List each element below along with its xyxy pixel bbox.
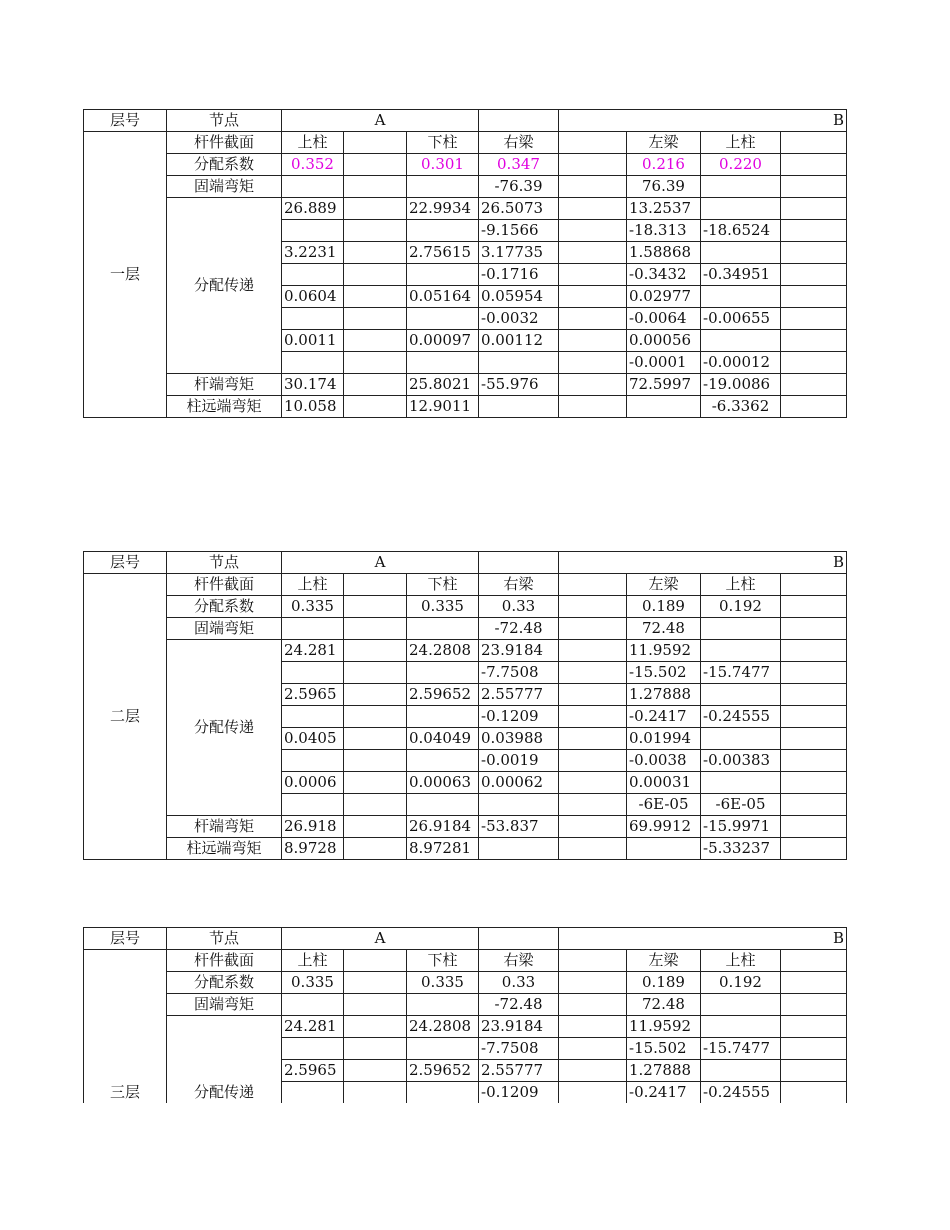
cell: -0.00012: [701, 352, 781, 374]
cell: 72.5997: [627, 374, 701, 396]
cell: 26.889: [282, 198, 344, 220]
cell: 0.04049: [407, 728, 479, 750]
node-b-header: B: [559, 928, 847, 950]
coef-b-lb: 0.216: [627, 154, 701, 176]
cell: [701, 1016, 781, 1038]
coef-a-up: 0.335: [282, 596, 344, 618]
cell: 0.0011: [282, 330, 344, 352]
cell: 0.00031: [627, 772, 701, 794]
cell: -0.2417: [627, 706, 701, 728]
cell: 0.00112: [479, 330, 559, 352]
cell: 13.2537: [627, 198, 701, 220]
layer-label: 二层: [84, 574, 167, 860]
cell: -6E-05: [701, 794, 781, 816]
cell: -6E-05: [627, 794, 701, 816]
cell: 2.55777: [479, 1060, 559, 1082]
cell: -5.33237: [701, 838, 781, 860]
cell: 2.5965: [282, 1060, 344, 1082]
b-upper-col-header: 上柱: [701, 950, 781, 972]
cell: -19.0086: [701, 374, 781, 396]
cell: 1.27888: [627, 684, 701, 706]
cell: 12.9011: [407, 396, 479, 418]
a-upper-col-header: 上柱: [282, 950, 344, 972]
cell: 22.9934: [407, 198, 479, 220]
b-left-beam-header: 左梁: [627, 574, 701, 596]
cell: 2.59652: [407, 1060, 479, 1082]
member-section-label: 杆件截面: [167, 950, 282, 972]
cell: 30.174: [282, 374, 344, 396]
cell: -15.502: [627, 662, 701, 684]
cell: -0.0038: [627, 750, 701, 772]
dist-coef-label: 分配系数: [167, 596, 282, 618]
node-a-header: A: [282, 110, 479, 132]
coef-a-rb: 0.33: [479, 972, 559, 994]
cell: 0.00056: [627, 330, 701, 352]
fixed-b-lb: 76.39: [627, 176, 701, 198]
end-moment-label: 杆端弯矩: [167, 816, 282, 838]
a-lower-col-header: 下柱: [407, 950, 479, 972]
cell: -0.00655: [701, 308, 781, 330]
cell: 24.2808: [407, 640, 479, 662]
cell: 3.17735: [479, 242, 559, 264]
coef-row: [84, 972, 847, 994]
coef-a-up: 0.352: [282, 154, 344, 176]
dist-row: [84, 1016, 847, 1038]
cell: 0.03988: [479, 728, 559, 750]
fixed-a-rb: -72.48: [479, 994, 559, 1016]
cell: -0.34951: [701, 264, 781, 286]
cell: -0.3432: [627, 264, 701, 286]
cell: 0.00097: [407, 330, 479, 352]
coef-a-rb: 0.347: [479, 154, 559, 176]
coef-b-lb: 0.189: [627, 972, 701, 994]
cell: -53.837: [479, 816, 559, 838]
a-upper-col-header: 上柱: [282, 574, 344, 596]
cell: -0.24555: [701, 1082, 781, 1104]
a-upper-col-header: 上柱: [282, 132, 344, 154]
node-a-header: A: [282, 552, 479, 574]
coef-a-rb: 0.33: [479, 596, 559, 618]
fixed-a-rb: -72.48: [479, 618, 559, 640]
cell: -15.7477: [701, 662, 781, 684]
coef-a-down: 0.301: [407, 154, 479, 176]
cell: -0.0032: [479, 308, 559, 330]
cell: -15.7477: [701, 1038, 781, 1060]
cell: -18.313: [627, 220, 701, 242]
coef-a-down: 0.335: [407, 972, 479, 994]
b-upper-col-header: 上柱: [701, 132, 781, 154]
coef-a-down: 0.335: [407, 596, 479, 618]
member-section-label: 杆件截面: [167, 132, 282, 154]
coef-b-up: 0.220: [701, 154, 781, 176]
fixed-b-lb: 72.48: [627, 994, 701, 1016]
dist-coef-label: 分配系数: [167, 154, 282, 176]
coef-b-lb: 0.189: [627, 596, 701, 618]
cell: -0.0064: [627, 308, 701, 330]
cell: 0.05164: [407, 286, 479, 308]
cell: 2.55777: [479, 684, 559, 706]
b-upper-col-header: 上柱: [701, 574, 781, 596]
far-moment-label: 柱远端弯矩: [167, 838, 282, 860]
cell: -15.9971: [701, 816, 781, 838]
cell: -0.24555: [701, 706, 781, 728]
coef-a-up: 0.335: [282, 972, 344, 994]
fixed-moment-label: 固端弯矩: [167, 176, 282, 198]
cell: 2.59652: [407, 684, 479, 706]
b-left-beam-header: 左梁: [627, 132, 701, 154]
a-lower-col-header: 下柱: [407, 574, 479, 596]
cell: 2.75615: [407, 242, 479, 264]
cell: 0.0405: [282, 728, 344, 750]
cell: 69.9912: [627, 816, 701, 838]
cell: 11.9592: [627, 1016, 701, 1038]
cell: -0.1716: [479, 264, 559, 286]
dist-transfer-label: 分配传递: [167, 640, 282, 816]
dist-coef-label: 分配系数: [167, 972, 282, 994]
cell: -0.2417: [627, 1082, 701, 1104]
a-right-beam-header: 右梁: [479, 574, 559, 596]
cell: -7.7508: [479, 662, 559, 684]
coef-b-up: 0.192: [701, 972, 781, 994]
cell: 0.05954: [479, 286, 559, 308]
cell: 11.9592: [627, 640, 701, 662]
cell: [701, 1060, 781, 1082]
node-a-header: A: [282, 928, 479, 950]
cell: 1.27888: [627, 1060, 701, 1082]
cell: 0.0006: [282, 772, 344, 794]
cell: -15.502: [627, 1038, 701, 1060]
b-left-beam-header: 左梁: [627, 950, 701, 972]
cell: [407, 1082, 479, 1104]
cell: 10.058: [282, 396, 344, 418]
cell: 8.9728: [282, 838, 344, 860]
dist-transfer-label: 分配传递: [167, 198, 282, 374]
cell: -7.7508: [479, 1038, 559, 1060]
fixed-a-rb: -76.39: [479, 176, 559, 198]
cell: 0.02977: [627, 286, 701, 308]
fixed-b-lb: 72.48: [627, 618, 701, 640]
cell: -0.0001: [627, 352, 701, 374]
layer-label: 一层: [84, 132, 167, 418]
a-right-beam-header: 右梁: [479, 132, 559, 154]
node-b-header: B: [559, 110, 847, 132]
cell: 25.8021: [407, 374, 479, 396]
cell: 0.01994: [627, 728, 701, 750]
node-header: 节点: [167, 552, 282, 574]
node-header: 节点: [167, 928, 282, 950]
node-b-header: B: [559, 552, 847, 574]
cell: 26.9184: [407, 816, 479, 838]
cell: 0.0604: [282, 286, 344, 308]
end-moment-label: 杆端弯矩: [167, 374, 282, 396]
dist-transfer-label: 分配传递: [167, 1016, 282, 1104]
cell: -0.00383: [701, 750, 781, 772]
cell: -55.976: [479, 374, 559, 396]
layer-label: 三层: [84, 950, 167, 1104]
cell: 24.2808: [407, 1016, 479, 1038]
cell: 0.00063: [407, 772, 479, 794]
cell: 26.918: [282, 816, 344, 838]
cell: 26.5073: [479, 198, 559, 220]
fixed-moment-label: 固端弯矩: [167, 618, 282, 640]
cell: 8.97281: [407, 838, 479, 860]
cell: -6.3362: [701, 396, 781, 418]
layer-header: 层号: [84, 110, 167, 132]
section-row: [84, 950, 847, 972]
coef-b-up: 0.192: [701, 596, 781, 618]
cell: 3.2231: [282, 242, 344, 264]
layer-header: 层号: [84, 928, 167, 950]
layer-header: 层号: [84, 552, 167, 574]
cell: -0.1209: [479, 1082, 559, 1104]
far-moment-label: 柱远端弯矩: [167, 396, 282, 418]
a-lower-col-header: 下柱: [407, 132, 479, 154]
fixed-row: [84, 994, 847, 1016]
cell: 2.5965: [282, 684, 344, 706]
cell: -0.0019: [479, 750, 559, 772]
node-header: 节点: [167, 110, 282, 132]
cell: 0.00062: [479, 772, 559, 794]
cell: 23.9184: [479, 640, 559, 662]
header-row: [84, 928, 847, 950]
fixed-moment-label: 固端弯矩: [167, 994, 282, 1016]
cell: 1.58868: [627, 242, 701, 264]
cell: [407, 1038, 479, 1060]
member-section-label: 杆件截面: [167, 574, 282, 596]
layer-3-table: [83, 927, 847, 1103]
cell: 24.281: [282, 640, 344, 662]
cell: 24.281: [282, 1016, 344, 1038]
cell: -9.1566: [479, 220, 559, 242]
cell: [282, 1082, 344, 1104]
cell: [282, 1038, 344, 1060]
cell: 23.9184: [479, 1016, 559, 1038]
a-right-beam-header: 右梁: [479, 950, 559, 972]
cell: -0.1209: [479, 706, 559, 728]
cell: -18.6524: [701, 220, 781, 242]
